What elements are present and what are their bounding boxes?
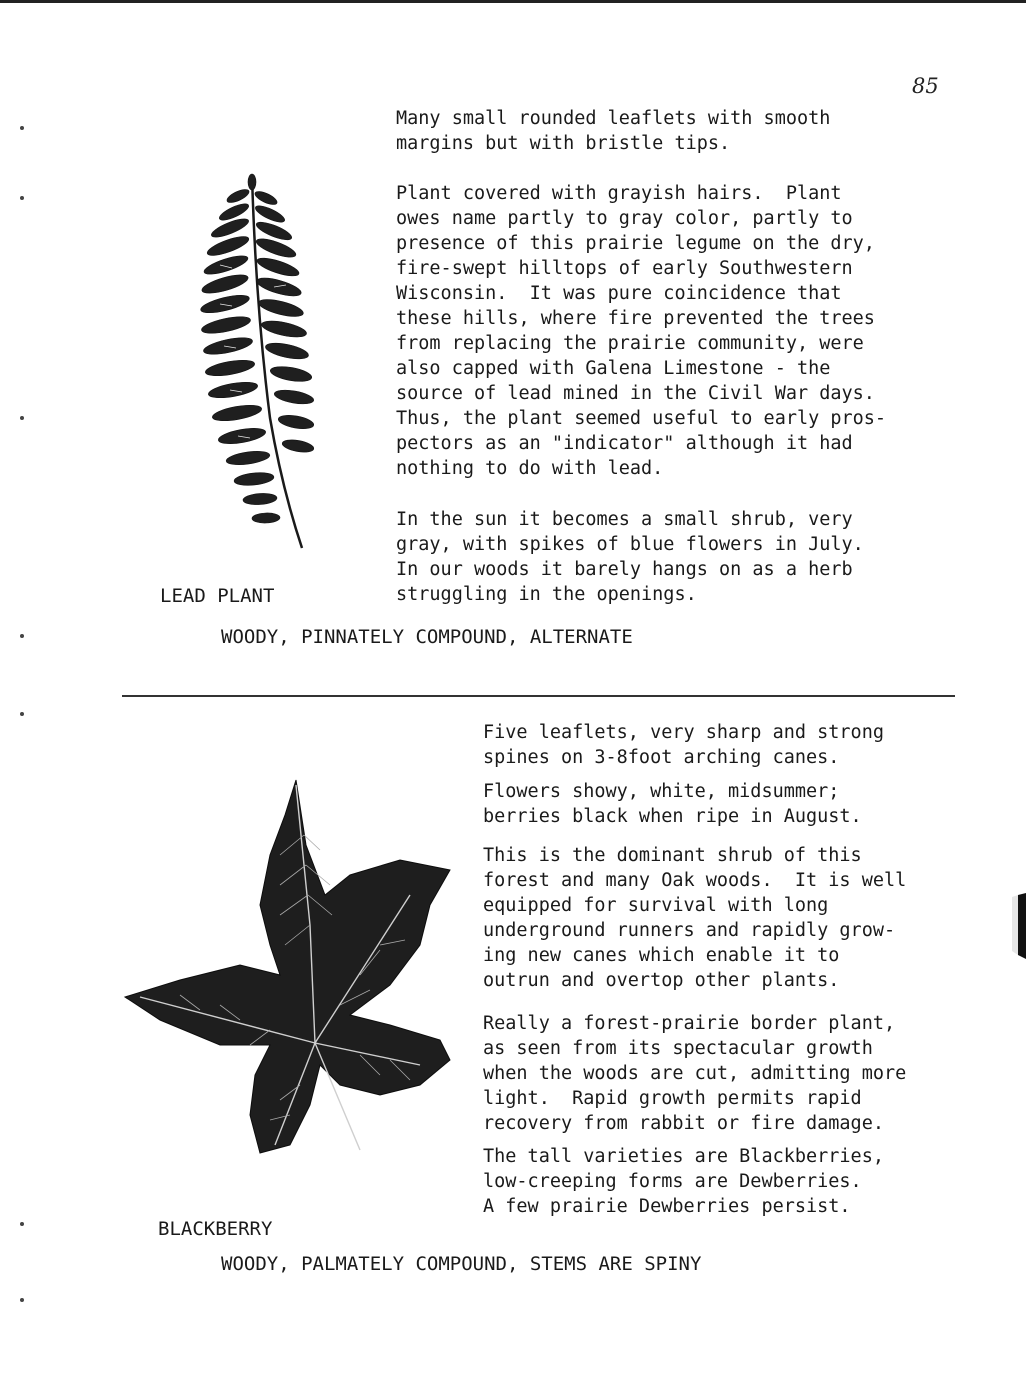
page-edge-tab <box>1012 893 1026 959</box>
margin-mark <box>20 126 24 130</box>
lead-plant-paragraph-1: Many small rounded leaflets with smooth margins but with bristle tips. <box>396 108 831 154</box>
margin-mark <box>20 634 24 638</box>
blackberry-paragraph-1: Five leaflets, very sharp and strong spines on 3-8foot arching canes. <box>483 722 884 768</box>
blackberry-paragraph-2: Flowers showy, white, midsummer; berries black when ripe in August. <box>483 781 862 827</box>
blackberry-paragraph-4: Really a forest-prairie border plant, as seen from its spectacular growth when the woods are cut, admitting more light. Rapid growth permits rapid recovery from rabbit or fire damage. <box>483 1013 907 1134</box>
page-top-edge <box>0 0 1026 3</box>
section-divider <box>122 695 955 697</box>
blackberry-caption: BLACKBERRY <box>158 1218 273 1240</box>
blackberry-classification: WOODY, PALMATELY COMPOUND, STEMS ARE SPINY <box>221 1253 702 1275</box>
margin-mark <box>20 1222 24 1226</box>
lead-plant-leaf-print <box>190 168 320 553</box>
blackberry-leaf-print <box>120 775 455 1155</box>
blackberry-paragraph-3: This is the dominant shrub of this forest and many Oak woods. It is well equipped for survival with long underground runners and rapidly grow- ing new canes which enable it to outrun and overtop other plants. <box>483 845 907 991</box>
margin-mark <box>20 712 24 716</box>
lead-plant-paragraph-3: In the sun it becomes a small shrub, very gray, with spikes of blue flowers in July. In our woods it barely hangs on as a herb struggling in the openings. <box>396 509 864 605</box>
margin-mark <box>20 416 24 420</box>
lead-plant-caption: LEAD PLANT <box>160 585 275 607</box>
lead-plant-classification: WOODY, PINNATELY COMPOUND, ALTERNATE <box>221 626 633 648</box>
margin-mark <box>20 1298 24 1302</box>
page-number: 85 <box>912 74 939 98</box>
margin-mark <box>20 196 24 200</box>
blackberry-paragraph-5: The tall varieties are Blackberries, low-creeping forms are Dewberries. A few prairie Dewberries persist. <box>483 1146 884 1217</box>
lead-plant-paragraph-2: Plant covered with grayish hairs. Plant owes name partly to gray color, partly to presence of this prairie legume on the dry, fire-swept hilltops of early Southwestern Wisconsin. It was pure coincidence that these hills, where fire prevented the trees from replacing the prairie community, were also capped with Galena Limestone - the source of lead mined in the Civil War days. Thus, the plant seemed useful to early pros- pectors as an "indicator" although it had nothing to do with lead. <box>396 183 887 479</box>
